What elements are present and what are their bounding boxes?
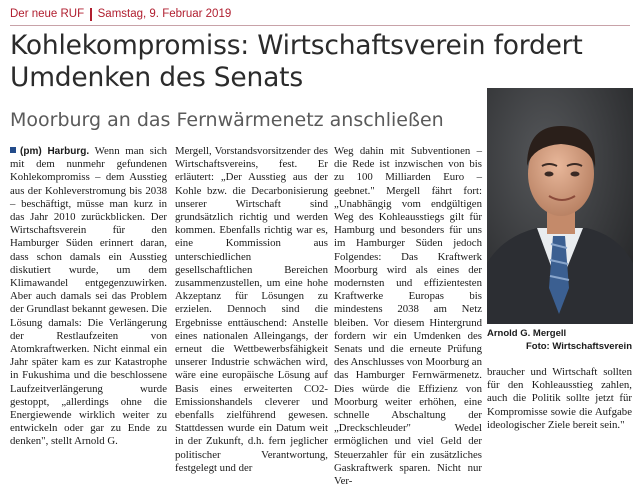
column-4-text: braucher und Wirtschaft sollten für den Kohleausstieg zahlen, auch die Politik sollte jetzt für Kompromisse sowie die Aufgabe ideologischer Ziele bereit sein." [487, 366, 632, 431]
column-3-text: Weg dahin mit Subventionen – die Rede ist inzwischen von bis zu 100 Milliarden Euro – geebnet." Mergell fährt fort: „Unabhängig vom endgültigen Weg des Kohleausstiegs gilt für Hamburg und besonders für uns im Hamburger Süden jedoch Folgendes: Das Kraftwerk Moorburg wird als eines der modernsten und effizientesten Kraftwerke Europas bis mindestens 2038 am Netz bleiben. Vor diesem Hintergrund fordern wir ein Umdenken des Senats und die erneute Prüfung des Anschlusses von Moorburg an das Hamburger Fernwärmenetz. Dies würde die Effizienz von Moorburg weiter erhöhen, eine schnelle Abschaltung der „Dreckschleuder" Wedel ermöglichen und viel Geld der Steuerzahler für ein zusätzliches Gaskraftwerk sparen. Nicht nur Ver- [334, 145, 482, 488]
masthead-rule [10, 25, 630, 26]
article-column-4 [487, 366, 632, 432]
photo-caption-name: Arnold G. Mergell [487, 328, 567, 339]
dateline: (pm) Harburg. [20, 146, 90, 157]
column-1-text: Wenn man sich mit dem nunmehr gefundenen Kohlekompromiss – dem Ausstieg aus der Kohleverstromung bis 2038 – beschäftigt, müsse man kurz in das Jahr 2010 zurückblicken. Der Wirtschaftsverein für den Hamburger Süden erinnert daran, dass schon damals ein Ausstieg diskutiert wurde, um dem Klimawandel entgegenzuwirken. Aber auch damals sei das Problem der Grundlast bekannt gewesen. Die Lösung damals: Die Verlängerung der Restlaufzeiten von Atomkraftwerken. Nicht einmal ein Jahr später kam es zur Katastrophe in Fukushima und die beschlossene Laufzeitverlängerung wurde gestoppt, „allerdings ohne die Energiewende wirklich weiter zu entwickeln oder gar zu Ende zu denken", stellt Arnold G. [10, 145, 168, 448]
article-start-marker [10, 147, 16, 153]
article-column-1 [10, 145, 167, 449]
masthead-divider [90, 8, 92, 21]
portrait-photo [487, 88, 633, 324]
article-headline: Kohlekompromiss: Wirtschaftsverein fordert Umdenken des Senats [10, 30, 583, 93]
article-column-2 [175, 145, 328, 475]
masthead [10, 6, 231, 22]
portrait-illustration [487, 88, 633, 324]
issue-date: Samstag, 9. Februar 2019 [97, 8, 232, 20]
article-subheadline: Moorburg an das Fernwärmenetz anschließen [10, 109, 444, 131]
publication-name: Der neue RUF [10, 8, 85, 20]
column-2-text: Mergell, Vorstandsvorsitzender des Wirtschaftsvereins, fest. Er erläutert: „Der Ausstieg aus der Kohle bzw. die Decarbonisierung unserer Wirtschaft sind grundsätzlich richtig und werden kommen. Ebenfalls richtig war es, eine Kommission aus unterschiedlichen gesellschaftlichen Bereichen zusammenzustellen, um eine hohe Akzeptanz für Lösungen zu erzielen. Dennoch sind die Ergebnisse enttäuschend: Anstelle eines nationalen Alleingangs, der erneut die Wettbewerbsfähigkeit unserer Industrie schwächen wird, wäre eine europäische Lösung auf Basis eines erweiterten CO2-Emissionshandels cleverer und ebenfalls zielführend gewesen. Stattdessen wurde ein Datum weit in der Zukunft, d.h. fern jeglicher politischer Verantwortung, festgelegt und der [175, 145, 328, 474]
article-column-3 [334, 145, 482, 488]
photo-credit: Foto: Wirtschaftsverein [525, 341, 632, 352]
